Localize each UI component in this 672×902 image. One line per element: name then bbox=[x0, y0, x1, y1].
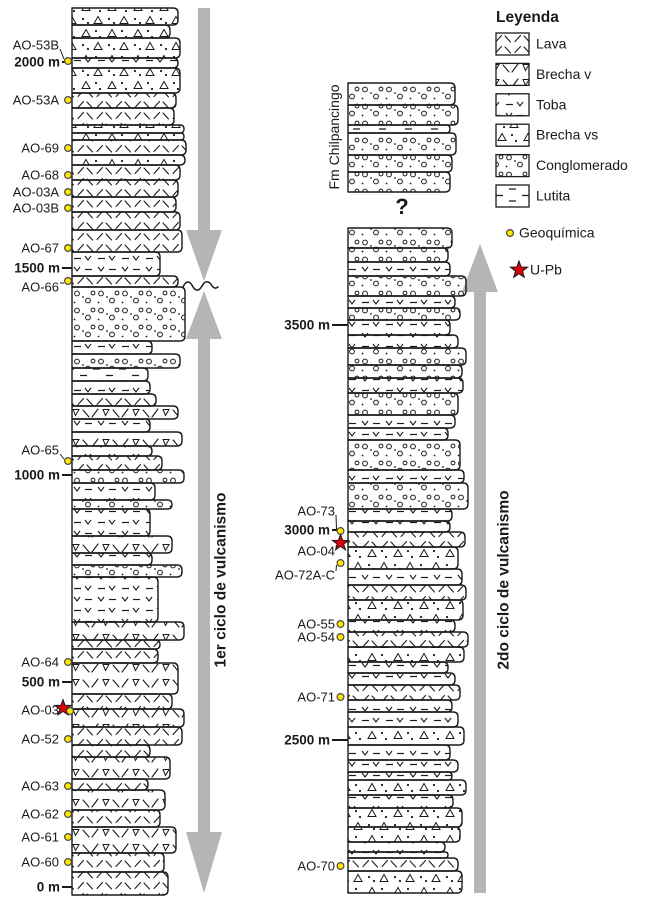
geochem-sample-dot bbox=[65, 834, 72, 841]
left-sample-label: AO-03A bbox=[12, 184, 59, 200]
left-column-layer-brecha_vs bbox=[72, 25, 170, 38]
legend-item-label: Toba bbox=[536, 96, 567, 113]
geochem-sample-dot bbox=[65, 736, 72, 743]
right-sample-connector bbox=[336, 515, 337, 529]
left-column-layer-brecha_v bbox=[72, 536, 172, 553]
fm-chilpancingo-layer-conglomerado bbox=[348, 133, 456, 155]
right-column-layer-toba bbox=[348, 772, 452, 780]
right-depth-label: 3000 m bbox=[284, 522, 330, 538]
right-column-layer-lava bbox=[348, 685, 460, 700]
right-column-layer-conglomerado bbox=[348, 276, 466, 296]
legend-swatch-conglomerado bbox=[496, 155, 529, 177]
left-column-layer-lava bbox=[72, 197, 176, 212]
right-sample-label: AO-70 bbox=[297, 858, 335, 874]
geochem-sample-dot bbox=[65, 205, 72, 212]
right-sample-label: AO-55 bbox=[297, 616, 335, 632]
geochem-sample-dot bbox=[65, 58, 72, 65]
left-sample-connector bbox=[60, 49, 64, 59]
left-column-layer-brecha_v bbox=[72, 622, 184, 640]
fm-chilpancingo-label: Fm Chilpancingo bbox=[325, 84, 342, 190]
right-column-layer-brecha_vs bbox=[348, 808, 462, 827]
cycle2-arrow-shaft bbox=[474, 291, 486, 893]
left-column-layer-conglomerado bbox=[72, 287, 185, 341]
geochem-sample-dot bbox=[65, 172, 72, 179]
right-column-layer-toba bbox=[348, 509, 452, 521]
left-sample-label: AO-65 bbox=[21, 442, 59, 458]
right-column-layer-conglomerado bbox=[348, 308, 460, 320]
geochem-sample-dot bbox=[337, 621, 344, 628]
legend-item-label: Conglomerado bbox=[536, 157, 628, 174]
right-column-layer-toba bbox=[348, 569, 462, 585]
right-depth-label: 2500 m bbox=[284, 732, 330, 748]
left-sample-label: AO-66 bbox=[21, 279, 59, 295]
right-column-layer-conglomerado bbox=[348, 483, 468, 509]
right-sample-connector bbox=[336, 565, 337, 571]
left-depth-label: 1000 m bbox=[14, 467, 60, 483]
right-column-layer-conglomerado bbox=[348, 393, 458, 415]
left-column-layer-brecha_vs bbox=[72, 8, 178, 25]
right-column-layer-toba bbox=[348, 428, 448, 440]
cycle1-arrow-shaft-upper bbox=[198, 8, 210, 230]
left-column-layer-lava bbox=[72, 745, 150, 757]
left-sample-label: AO-69 bbox=[21, 140, 59, 156]
left-sample-label: AO-52 bbox=[21, 731, 59, 747]
geochem-sample-dot bbox=[65, 458, 72, 465]
right-column-layer-toba bbox=[348, 415, 455, 428]
geochem-sample-dot bbox=[337, 560, 344, 567]
left-column-layer-lutita bbox=[72, 368, 148, 381]
cycle1-label: 1er ciclo de vulcanismo bbox=[212, 492, 230, 668]
right-column-layer-toba bbox=[348, 760, 458, 772]
left-column-layer-lava bbox=[72, 165, 180, 180]
left-depth-label: 0 m bbox=[36, 879, 60, 895]
geochem-sample-dot bbox=[337, 863, 344, 870]
left-column-layer-brecha_vs bbox=[72, 125, 184, 133]
right-sample-label: AO-54 bbox=[297, 629, 335, 645]
left-column-layer-lava bbox=[72, 108, 174, 125]
left-column-layer-conglomerado bbox=[72, 470, 184, 483]
right-column-layer-brecha_vs bbox=[348, 600, 463, 620]
left-sample-label: AO-60 bbox=[21, 854, 59, 870]
right-column-layer-brecha_vs bbox=[348, 780, 466, 795]
right-column-layer-lava bbox=[348, 858, 458, 871]
left-column-layer-lava bbox=[72, 140, 186, 155]
right-sample-label: AO-73 bbox=[297, 503, 335, 519]
left-column-layer-toba bbox=[72, 381, 150, 394]
geochem-sample-dot bbox=[65, 97, 72, 104]
left-column-layer-lava bbox=[72, 394, 156, 406]
right-column-layer-conglomerado bbox=[348, 248, 448, 262]
left-column-layer-toba bbox=[72, 577, 158, 622]
cycle1-arrowhead-down-upper bbox=[186, 230, 222, 281]
left-column-layer-brecha_v bbox=[72, 709, 184, 727]
left-sample-label: AO-67 bbox=[21, 240, 59, 256]
left-column-layer-lava bbox=[72, 276, 178, 287]
left-column-layer-toba bbox=[72, 553, 152, 565]
right-column-layer-toba bbox=[348, 745, 450, 760]
geochem-sample-dot bbox=[65, 245, 72, 252]
geochem-sample-dot bbox=[65, 859, 72, 866]
geochem-sample-dot bbox=[65, 278, 72, 285]
fm-chilpancingo-layer-conglomerado bbox=[348, 105, 458, 125]
left-column-layer-lava bbox=[72, 212, 180, 230]
geochem-sample-dot bbox=[337, 694, 344, 701]
right-column-layer-toba bbox=[348, 262, 450, 276]
left-column-layer-toba bbox=[72, 252, 160, 276]
geochem-sample-dot bbox=[65, 811, 72, 818]
geochem-sample-dot bbox=[65, 189, 72, 196]
left-column-layer-conglomerado bbox=[72, 500, 172, 509]
fm-question-mark: ? bbox=[395, 194, 409, 219]
left-sample-label: AO-68 bbox=[21, 167, 59, 183]
left-column-layer-lava bbox=[72, 456, 162, 470]
legend-swatch-lutita bbox=[496, 185, 529, 207]
right-sample-label: AO-04 bbox=[297, 543, 335, 559]
fm-chilpancingo-layer-conglomerado bbox=[348, 155, 452, 172]
left-column-layer-lava bbox=[72, 779, 148, 790]
right-sample-label: AO-71 bbox=[297, 689, 335, 705]
left-column-layer-toba bbox=[72, 483, 155, 500]
left-depth-label: 1500 m bbox=[14, 260, 60, 276]
left-column-layer-toba bbox=[72, 446, 152, 456]
right-column-layer-brecha_vs bbox=[348, 727, 464, 745]
left-column-layer-lava bbox=[72, 93, 176, 108]
left-sample-label: AO-03 bbox=[21, 702, 59, 718]
left-sample-label: AO-63 bbox=[21, 778, 59, 794]
right-sample-label: AO-72A-C bbox=[275, 567, 335, 583]
legend-upb-label: U-Pb bbox=[530, 261, 562, 278]
left-column-layer-brecha_vs bbox=[72, 133, 184, 140]
left-depth-label: 500 m bbox=[21, 674, 60, 690]
left-sample-label: AO-61 bbox=[21, 829, 59, 845]
cycle1-arrow-shaft-lower bbox=[198, 338, 210, 833]
right-column-layer-conglomerado bbox=[348, 440, 460, 470]
left-sample-label: AO-53A bbox=[12, 92, 59, 108]
right-column-layer-toba bbox=[348, 852, 448, 858]
left-sample-label: AO-53B bbox=[12, 37, 59, 53]
right-column-layer-toba bbox=[348, 378, 463, 393]
legend-title: Leyenda bbox=[496, 9, 559, 26]
right-column-layer-toba bbox=[348, 712, 458, 727]
right-column-layer-lava bbox=[348, 532, 465, 547]
left-column-layer-lava bbox=[72, 727, 182, 745]
left-sample-label: AO-03B bbox=[12, 200, 59, 216]
cycle1-arrowhead-up-lower bbox=[186, 291, 222, 339]
right-column-layer-conglomerado bbox=[348, 228, 452, 248]
left-column-layer-conglomerado bbox=[72, 354, 180, 368]
legend-item-label: Lava bbox=[536, 35, 567, 52]
left-column-layer-brecha_vs bbox=[72, 38, 180, 58]
left-column-layer-lava bbox=[72, 853, 164, 872]
right-column-layer-toba bbox=[348, 320, 450, 335]
legend-item-label: Brecha vs bbox=[536, 126, 599, 143]
left-column-layer-toba bbox=[72, 419, 150, 432]
left-column-layer-lava bbox=[72, 694, 172, 709]
right-column-layer-toba bbox=[348, 296, 455, 308]
left-column-layer-brecha_vs bbox=[72, 68, 180, 93]
right-column-layer-toba bbox=[348, 521, 450, 532]
legend-swatch-lava bbox=[496, 33, 529, 55]
geochem-sample-dot bbox=[65, 145, 72, 152]
left-sample-label: AO-64 bbox=[21, 654, 59, 670]
left-column-layer-lava bbox=[72, 180, 178, 197]
left-column-layer-brecha_v bbox=[72, 790, 165, 810]
right-column-layer-brecha_vs bbox=[348, 827, 460, 842]
right-column-layer-toba bbox=[348, 662, 448, 673]
right-column-layer-brecha_vs bbox=[348, 871, 462, 893]
legend-swatch-toba bbox=[496, 94, 529, 116]
left-column-layer-brecha_v bbox=[72, 432, 182, 446]
right-depth-label: 3500 m bbox=[284, 317, 330, 333]
right-column-layer-toba bbox=[348, 842, 445, 852]
left-column-layer-conglomerado bbox=[72, 565, 182, 577]
left-column-layer-lava bbox=[72, 230, 182, 252]
left-column-layer-toba bbox=[72, 341, 152, 354]
left-column-layer-toba bbox=[72, 509, 150, 536]
cycle2-label: 2do ciclo de vulcanismo bbox=[495, 490, 513, 670]
geochem-sample-dot bbox=[337, 634, 344, 641]
right-column-layer-toba bbox=[348, 795, 453, 808]
legend-geochem-dot bbox=[507, 230, 514, 237]
right-column-layer-conglomerado bbox=[348, 348, 466, 365]
legend-swatch-brecha_vs bbox=[496, 124, 529, 146]
right-column-layer-toba bbox=[348, 673, 455, 685]
left-column-layer-brecha_v bbox=[72, 406, 178, 419]
left-depth-label: 2000 m bbox=[14, 54, 60, 70]
left-column-layer-lava bbox=[72, 649, 158, 663]
left-column-layer-lava bbox=[72, 872, 168, 895]
right-column-layer-toba bbox=[348, 470, 464, 483]
right-column-layer-toba bbox=[348, 620, 455, 632]
left-column-layer-brecha_vs bbox=[72, 155, 185, 165]
left-column-layer-brecha_v bbox=[72, 827, 176, 853]
legend-geochem-label: Geoquímica bbox=[519, 224, 595, 241]
right-column-layer-toba bbox=[348, 700, 452, 712]
legend-item-label: Brecha v bbox=[536, 65, 592, 82]
fm-chilpancingo-layer-conglomerado bbox=[348, 172, 450, 192]
cycle1-arrowhead-down-bottom bbox=[186, 832, 222, 893]
right-column-layer-lava bbox=[348, 632, 468, 647]
legend-upb-star bbox=[510, 261, 527, 277]
left-sample-connector bbox=[60, 454, 64, 459]
legend-swatch-brecha_v bbox=[496, 63, 529, 85]
left-column-layer-brecha_v bbox=[72, 663, 178, 694]
left-column-layer-lava bbox=[72, 810, 160, 827]
left-sample-label: AO-62 bbox=[21, 806, 59, 822]
right-column-layer-brecha_vs bbox=[348, 547, 458, 569]
fm-chilpancingo-layer-conglomerado bbox=[348, 83, 455, 105]
right-column-layer-toba bbox=[348, 335, 458, 348]
right-column-layer-lava bbox=[348, 585, 466, 600]
legend-item-label: Lutita bbox=[536, 187, 571, 204]
left-column-layer-lava bbox=[72, 640, 160, 649]
geochem-sample-dot bbox=[65, 783, 72, 790]
left-column-layer-toba bbox=[72, 58, 178, 68]
right-column-layer-conglomerado bbox=[348, 365, 462, 378]
fm-chilpancingo-layer-lutita bbox=[348, 125, 450, 133]
left-column-layer-brecha_v bbox=[72, 757, 170, 779]
cycle2-arrowhead-up bbox=[462, 244, 498, 292]
geochem-sample-dot bbox=[65, 659, 72, 666]
right-column-layer-brecha_vs bbox=[348, 647, 464, 662]
section-break-squiggle bbox=[183, 282, 219, 290]
geochem-sample-dot bbox=[67, 708, 74, 715]
